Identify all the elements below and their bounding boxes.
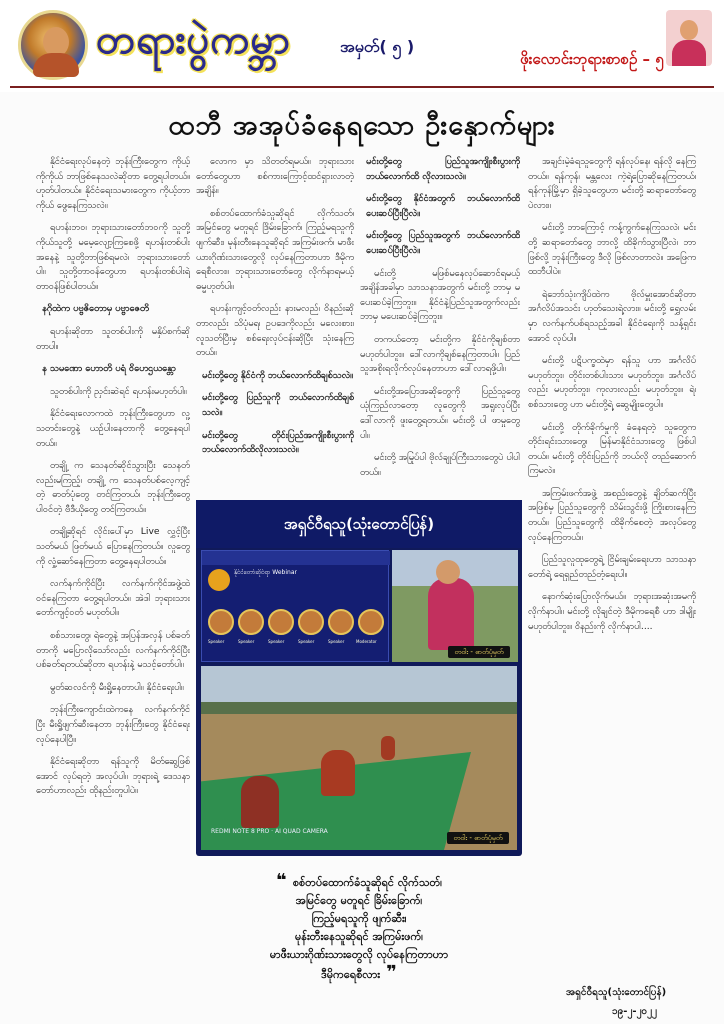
paragraph: တချို့ဆိုရင် လိုင်းပေါ်မှာ Live လွှင့်ပြီး သတ်မယ် ဖြတ်မယ် ပြောနေကြတယ်။ လူတွေကို လှုံ့ဆော်နေကြတာ တွေ့နေရပါတယ်။	[36, 526, 190, 567]
paragraph: အကြမ်းဖက်အဖွဲ့ အစည်းတွေနဲ့ ချိတ်ဆက်ပြီး အဖြစ်မှ ပြည်သူတွေကို သိမ်းသွင်းဖို့ ကြိုးစားနေကြတယ်။ ပြည်သူတွေကို ထိခိုက်စေတဲ့ အလုပ်တွေ လုပ်နေကြတယ်။	[528, 487, 696, 543]
issue-number: အမှတ်( ၅ )	[340, 37, 415, 56]
pali-quote: နဂိုထဲက ပဗ္ဗဇိတောမှ ပဗ္ဗာဇေတိ	[42, 303, 149, 315]
paragraph: စစ်သားတွေ၊ ရဲတွေနဲ့ အပြန်အလှန် ပစ်ခတ်တာကို မပြောလိုသော်လည်း လက်နက်ကိုင်ပြီး ပစ်ခတ်ရတယ်ဆိုတာ ရဟန်းနဲ့ မသင့်တော်ပါ။	[36, 630, 190, 671]
webinar-screenshot	[201, 550, 389, 662]
speaker-label: Speaker	[298, 639, 315, 644]
photo-credit: တ၀ါး - ဓာတ်ပုံမှတ်	[447, 832, 509, 844]
photo-block	[196, 500, 522, 856]
paragraph: ရဟန်းကျင့်ဝတ်လည်း နားမလည်၊ ဝိနည်းဆိုတာလည်း သိပုံမရ၊ ဥပဒေကိုလည်း မလေးစား၊ လူသတ်ပြီးမှ စစ်ရေးလုပ်ငန်းဆိုပြီး သုံးနေကြတယ်။	[196, 303, 354, 359]
speaker-avatar	[208, 609, 234, 635]
quote-line: ကြည့်မရသူကို ဖျက်ဆီး၊	[311, 912, 407, 925]
paragraph: ဘုန်းကြီးကျောင်းထဲကနေ လက်နက်ကိုင်ပြီး မီးရှို့ဖျက်ဆီးနေတာ ဘုန်းကြီးတွေ နိုင်ငံရေးလုပ်နေပါပြီ။	[36, 704, 190, 745]
quote-line: ဒီမိုကရေစီလား ❞	[321, 962, 397, 983]
quote-line: ❝ စစ်တပ်ထောက်ခံသူဆိုရင် လိုက်သတ်၊	[276, 870, 442, 891]
paragraph: နောက်ဆုံးပြောလိုက်မယ်။ ဘုရားအဆုံးအမကို လိုက်နာပါ။ မင်းတို့ လိုချင်တဲ့ ဒီမိုကရေစီ ဟာ ဒါမျိုး မဟုတ်ပါဘူး။ ဝိနည်းကို လိုက်နာပါ....	[528, 591, 696, 632]
question-line: မင်းတို့တွေ ပြည်သူအတွက် ဘယ်လောက်ထိ ပေးဆပ်ပြီးပြီလဲ။	[366, 230, 520, 256]
paragraph: မင်းတို့ ပဋိပက္ခထဲမှာ ရန်သူ ဟာ အင်္ဂလိပ်မဟုတ်ဘူး၊ တိုင်းတစ်ပါးသား မဟုတ်ဘူး၊ အင်္ဂလိပ်လည်း မဟုတ်ဘူး၊ ကုလားလည်း မဟုတ်ဘူး။ ရဲ၊ စစ်သားတွေ ဟာ မင်းတို့ရဲ့ ဆွေမျိုးတွေပါ။	[528, 355, 696, 410]
paragraph: မွတ်ဆလင်ကို မီးရှို့နေတာပါ။ နိုင်ငံရေးပါ။	[50, 681, 184, 693]
question-line: မင်းတို့တွေ နိုင်ငံအတွက် ဘယ်လောက်ထိ ပေးဆပ်ပြီးပြီလဲ။	[366, 193, 520, 219]
paragraph: မင်းတို့အပြောအဆိုတွေကို ပြည်သူတွေ ယုံကြည်လာတော့ လူတွေကို အရူးလုပ်ပြီး ဒေါ်လာကို ဖူးတွေ့ရတယ်။ မင်းတို့ ပါ ဖာမှုတွေ ပါ။	[360, 385, 520, 441]
paragraph: မင်းတို့ ဘာကြောင့် ကန့်ကွက်နေကြသလဲ၊ မင်းတို့ ဆရာတော်တွေ ဘာလို့ ထိခိုက်သွားပြီလဲ၊ ဘာဖြစ်လို့ ဘုန်းကြီးတွေ ဒီလို ဖြစ်လာတာလဲ။ အဖြေက ထဘီပါပဲ။	[528, 222, 696, 278]
column-4	[528, 155, 696, 1005]
masthead	[0, 0, 724, 92]
photo-credit: တ၀ါး - ဓာတ်ပုံမှတ်	[448, 646, 510, 658]
speaker-label: Speaker	[328, 639, 345, 644]
camera-watermark: REDMI NOTE 8 PRO · AI QUAD CAMERA	[211, 828, 328, 835]
paragraph: မင်းတို့ မဖြစ်မနေလုပ်ဆောင်ရမယ့် အချိန်အခါမှာ သာသနာအတွက် မင်းတို့ ဘာမှ မပေးဆပ်ခဲ့ကြဘူး။ နိုင်ငံနဲ့ပြည်သူအတွက်လည်း ဘာမှ မပေးဆပ်ခဲ့ကြဘူး။	[360, 267, 520, 323]
paragraph: တကယ်တော့ မင်းတို့က နိုင်ငံကိုချစ်တာ မဟုတ်ပါဘူး။ ဒေါ်လာကိုချစ်နေကြတာပါ။ ပြည်သူအစိုးရလိုက်လုပ်နေတာဟာ ဒေါ်လာရဖို့ပါ။	[360, 333, 520, 375]
question-line: မင်းတို့တွေ ပြည်သူအကျိုးစီးပွားကို ဘယ်လောက်ထိ လိုလားသလဲ။	[366, 156, 520, 182]
quote-line: မာဖီးယားဂိုဏ်းသားတွေလို လုပ်နေကြတာဟာ	[269, 948, 449, 961]
publication-title: တရားပွဲကမ္ဘာ	[96, 16, 291, 63]
masthead-rule	[10, 86, 714, 88]
organization-logo	[208, 569, 230, 591]
paragraph: ရဲဘော်သုံးကျိပ်ထဲက ဗိုလ်မှူးအောင်ဆိုတာ အင်္ဂလိပ်အသင်း ဟုတ်သေးရဲ့လား။ မင်းတို့ ရွှေလမ်းမှာ လက်နက်ပစ်ရသည့်အခါ နိုင်ငံရေးကို သန့်ရှင်းအောင် လုပ်ပါ။	[528, 288, 696, 344]
paragraph: လက်နက်ကိုင်ပြီး လက်နက်ကိုင်အဖွဲ့ထဲ ဝင်နေကြတာ တွေ့ရပါတယ်။ အဲဒါ ဘုရားသားတော်ကျင့်ဝတ် မဟုတ်ပါ။	[36, 578, 190, 619]
column-1	[36, 155, 190, 1005]
author-photo	[666, 10, 712, 66]
article-date: ၁၉-၂-၂၀၂၂	[612, 1006, 657, 1017]
author-signature: အရှင်ဝီရသူ(သုံးတောင်ပြန်)	[566, 987, 667, 998]
quote-line: မုန်းတီးနေသူဆိုရင် အကြမ်းဖက်၊	[294, 930, 424, 943]
moderator-label: Moderator	[356, 639, 377, 644]
paragraph: နိုင်ငံရေးဆိုတာ ရန်သူကို မိတ်ဆွေဖြစ်အောင် လုပ်ရတဲ့ အလုပ်ပါ။ ဘုရားရဲ့ ဒေသနာတော်ဟာလည်း ထိုနည်းတူပါပဲ။	[36, 756, 190, 797]
question-line: မင်းတို့တွေ ပြည်သူကို ဘယ်လောက်ထိချစ်သလဲ။	[202, 392, 354, 418]
photo-banner: အရှင်ဝီရသူ(သုံးတောင်ပြန်)	[196, 500, 522, 548]
paragraph: မင်းတို့ အမြုပ်ပါ ဗိုလ်ချုပ်ကြီးသားတွေပဲ ပါပါတယ်။	[360, 452, 520, 478]
open-quote-icon: ❝	[276, 870, 293, 891]
monk-logo	[18, 10, 88, 80]
paragraph: ရဟန်းဘဝ၊ ဘုရားသားတော်ဘဝကို သူတို့ကိုယ်သူတို့ မမေ့လျော့ကြစေဖို့ ရဟန်းတစ်ပါးအနေနဲ့ သူတို့ဘာဖြစ်ရမလဲ၊ ဘုရားသားတော်ပါ။ သူတို့တာဝန်တွေဟာ ရဟန်းတစ်ပါးရဲ့ တာဝန်ဖြစ်ပါတယ်။	[36, 222, 190, 292]
firing-range-photo	[201, 666, 517, 850]
paragraph: တချို့ က သေနတ်ဆိုင်သွားပြီး သေနတ်လည်းမကြည့်၊ တချို့ က သေနတ်ပစ်လေ့ကျင့်တဲ့ ဓာတ်ပုံတွေ တင်ကြတယ်၊ ဘုန်းကြီးတွေ ပါဝင်တဲ့ ဗီဒီယိုတွေ တင်ကြတယ်။	[36, 460, 190, 515]
pull-quote	[196, 868, 522, 1018]
speaker-label: Speaker	[238, 639, 255, 644]
speaker-label: Speaker	[208, 639, 225, 644]
paragraph: နိုင်ငံရေးလောကထဲ ဘုန်းကြီးတွေဟာ လူ့သတင်းတွေနဲ့ ယဉ်ပါးနေတာကို တွေ့နေရပါတယ်။	[36, 408, 190, 449]
paragraph: ပြည်သူလူထုတွေရဲ့ ငြိမ်းချမ်းရေးဟာ သာသနာတော်ရဲ့ ရေရှည်တည်တံ့ရေးပါ။	[528, 554, 696, 580]
speaker-row	[206, 609, 386, 659]
paragraph: စစ်တပ်ထောက်ခံသူဆိုရင် လိုက်သတ်၊ အမြင်တွေ မတူရင် ဒြိမ်းခြောက်၊ ကြည့်မရသူကို ဖျက်ဆီး၊ မုန်းတီးနေသူဆိုရင် အကြမ်းဖက်၊ မာဖီးယားဂိုဏ်းသားတွေလို လုပ်နေကြတာဟာ ဒီမိုကရေစီလား။ ဘုရားသားတော်တွေ လိုက်နာရမယ့် ဓမ္မဟုတ်ပါ။	[196, 207, 354, 292]
speaker-avatar	[268, 609, 294, 635]
paragraph: အချင်းမဲ့ခံရသူတွေကို ရန်လုပ်နေ၊ ရန်လို နေကြတယ်။ ရန်ကုန်၊ မန္တလေး ကဲ့ရဲ့ပြောဆိုနေကြတယ်၊ ရန်ကုန်မြို့မှာ ရှိခဲ့သူတွေဟာ မင်းတို့ ဆရာတော်တွေပဲလား။	[528, 156, 696, 211]
monk-shooting-photo	[392, 550, 518, 662]
column-2	[196, 155, 354, 485]
paragraph: မင်းတို့ တိုက်ခိုက်မှုကို ခံနေရတဲ့ သူတွေက တိုင်းရင်းသားတွေ၊ မြန်မာနိုင်ငံသားတွေ ဖြစ်ပါတယ်။ မင်းတို့ တိုင်းပြည်ကို ဘယ်လို တည်ဆောက်ကြမလဲ။	[528, 421, 696, 477]
speaker-avatar	[298, 609, 324, 635]
close-quote-icon: ❞	[380, 962, 397, 983]
quote-line: အမြင်တွေ မတူရင် ခြိမ်းခြောက်၊	[295, 894, 423, 907]
question-line: မင်းတို့တွေ တိုင်းပြည်အကျိုးစီးပွားကို ဘယ်လောက်ထိလိုလားသလဲ။	[202, 429, 354, 456]
paragraph: နိုင်ငံရေးလုပ်နေတဲ့ ဘုန်းကြီးတွေက ကိုယ့်ကိုကိုယ် ဘာဖြစ်နေသလဲဆိုတာ တွေ့ရပါတယ်။ ဟုတ်ပါတယ်။ နိုင်ငံရေးသမားတွေက ကိုယ့်ဘာကိုယ် ဖွေနေကြသလဲ။	[36, 156, 190, 211]
series-label: ဖိုးလောင်းဘုရားစာစဉ် – ၅	[520, 50, 664, 68]
speaker-label: Speaker	[268, 639, 285, 644]
question-line: မင်းတို့တွေ နိုင်ငံကို ဘယ်လောက်ထိချစ်သလဲ။	[202, 369, 353, 381]
speaker-avatar	[238, 609, 264, 635]
speaker-avatar	[328, 609, 354, 635]
moderator-avatar	[358, 609, 384, 635]
pali-quote: န သမဏော ဟောတိ ပရံ ဝိဟေဌယန္တော	[42, 363, 176, 375]
paragraph: ရဟန်းဆိုတာ သူတစ်ပါးကို မနှိပ်စက်ဆိုတာပါ။	[36, 325, 190, 352]
column-3	[360, 155, 520, 485]
paragraph: လောက မှာ သိတတ်ရမယ်။ ဘုရားသားတော်တွေဟာ စစ်ကားကြောင့်ထင်ရှားလာတဲ့အချိန်။	[196, 156, 354, 197]
webinar-header: နိုင်ငံတော်ဆိုင်ရာ Webinar	[234, 569, 297, 576]
article-headline: ထဘီ အအုပ်ခံနေရသော ဦးနှောက်များ	[168, 110, 556, 141]
paragraph: သူတစ်ပါးကို ညှင်းဆဲရင် ရဟန်းမဟုတ်ပါ။	[50, 385, 187, 397]
